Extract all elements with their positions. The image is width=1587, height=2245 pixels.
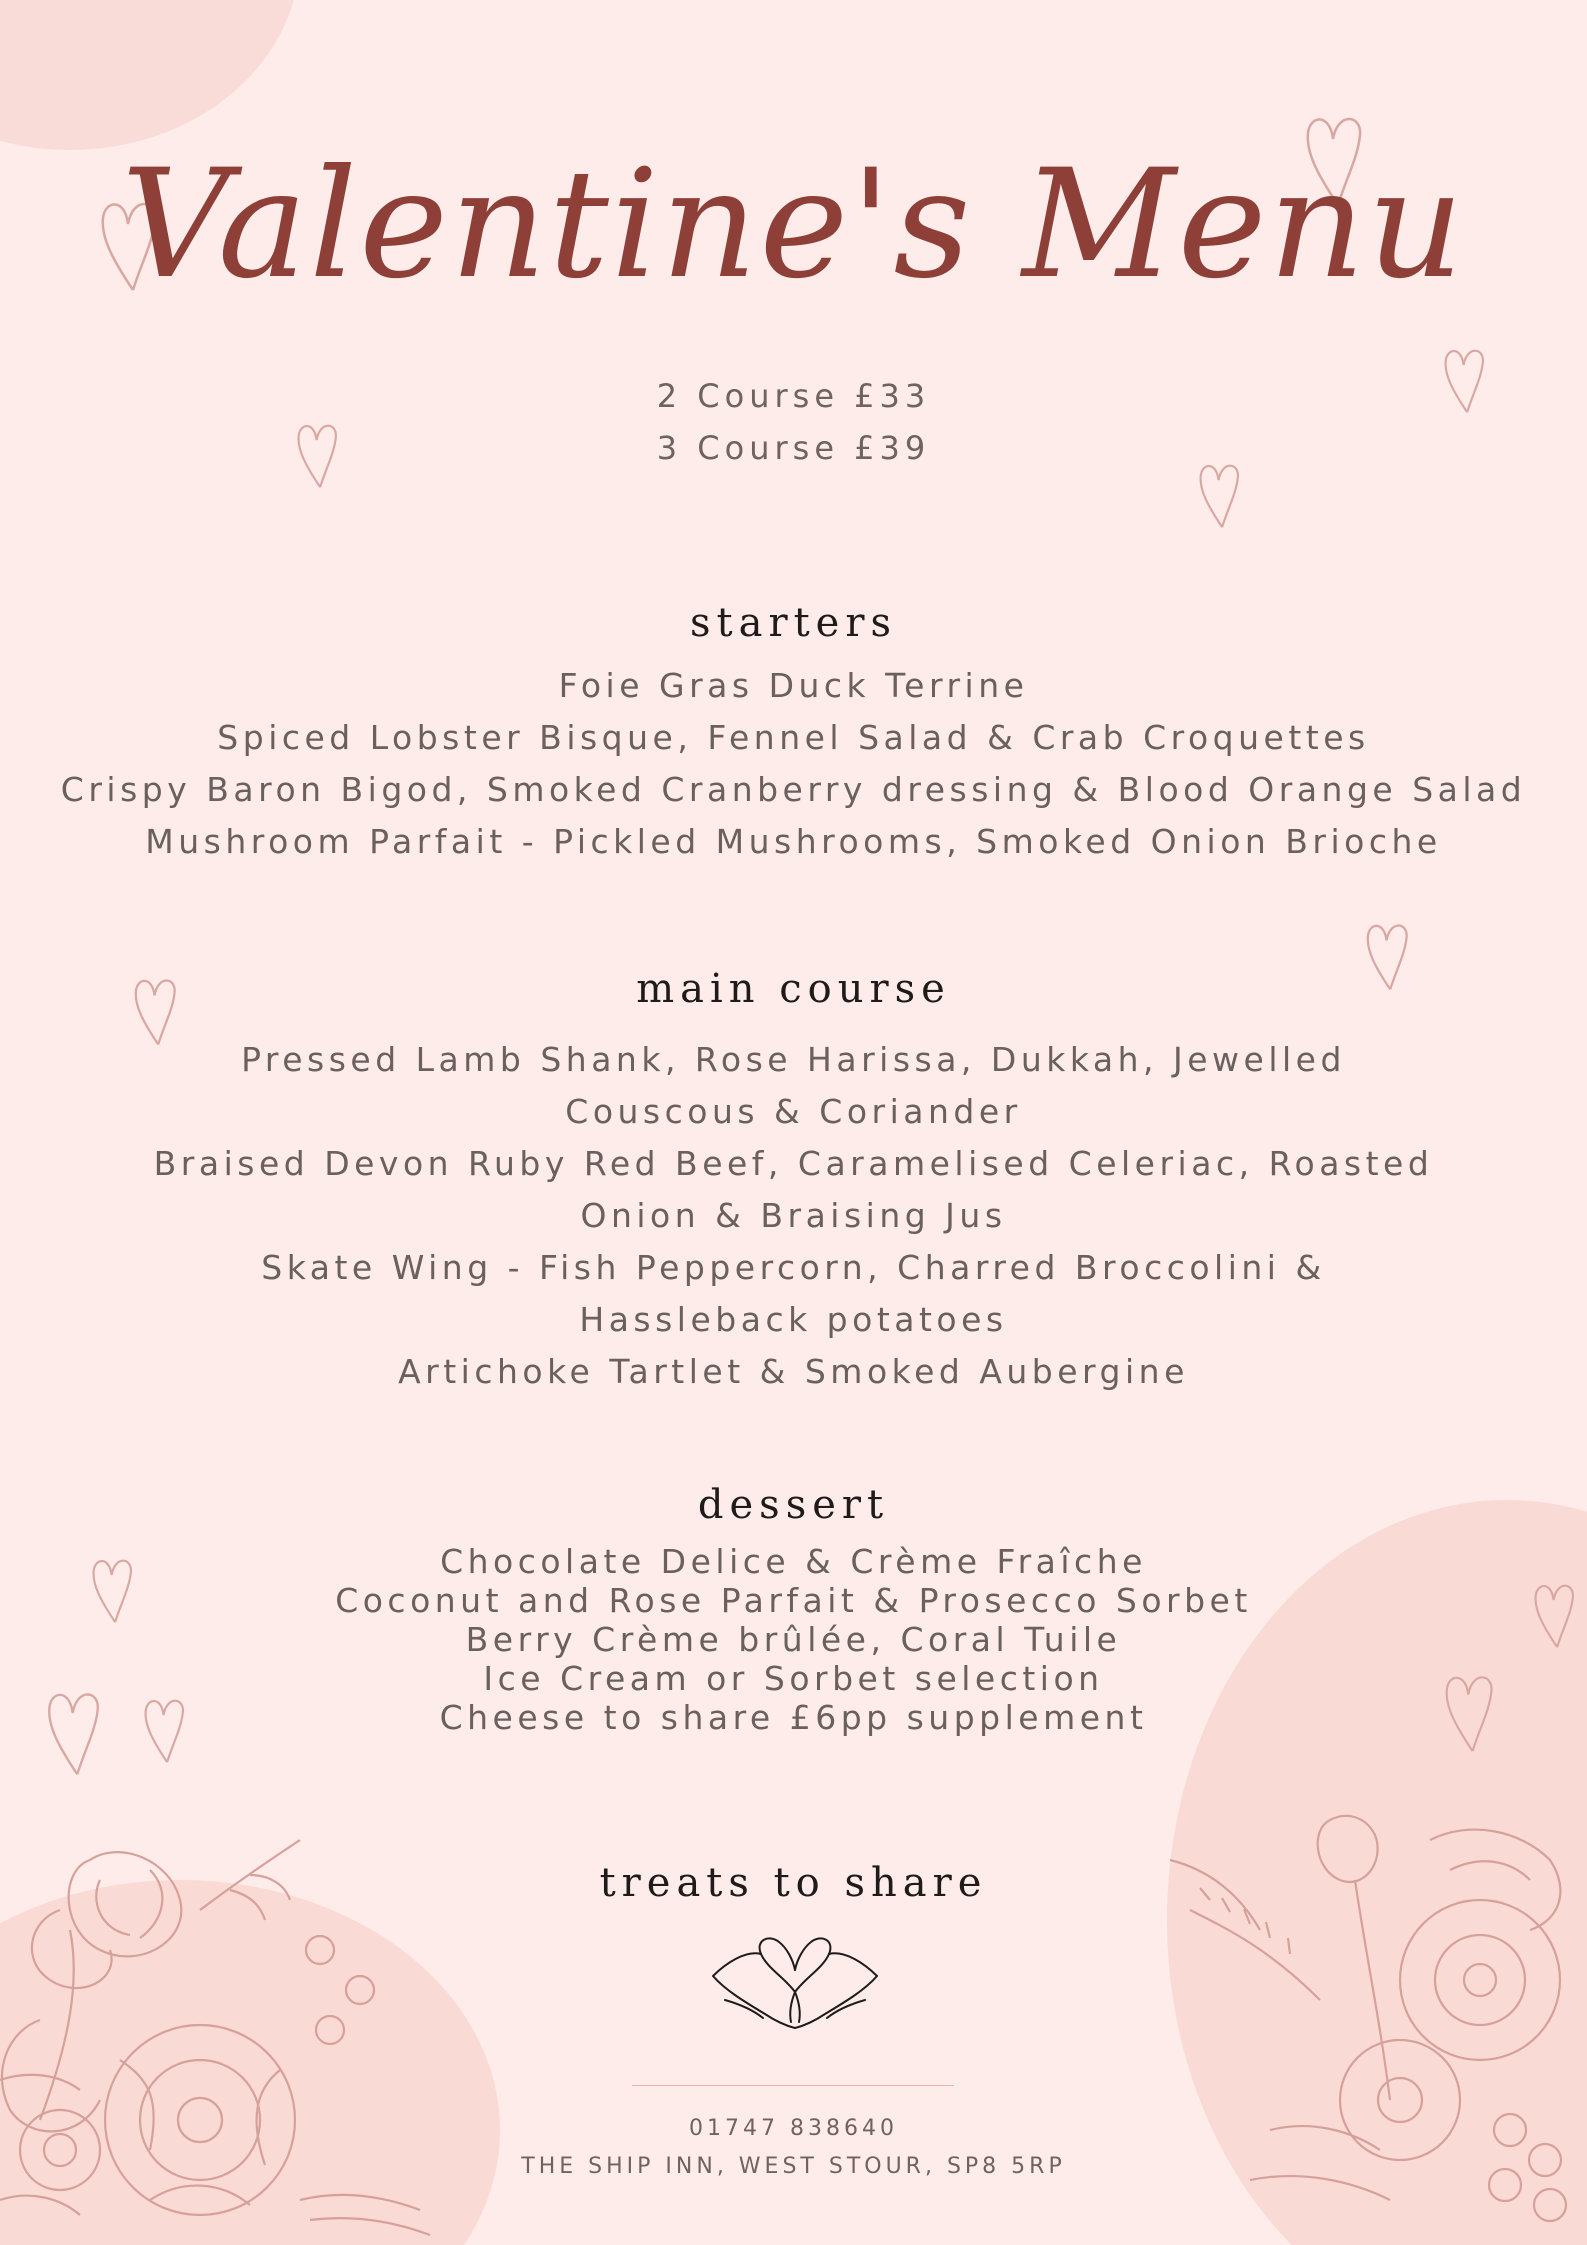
menu-item: Ice Cream or Sorbet selection (483, 1659, 1104, 1698)
menu-item: Foie Gras Duck Terrine (558, 666, 1029, 705)
divider (632, 2085, 954, 2086)
menu-item: Braised Devon Ruby Red Beef, Caramelised Celeriac, Roasted Onion & Braising Jus (153, 1144, 1434, 1235)
menu-item: Spiced Lobster Bisque, Fennel Salad & Crab Croquettes (217, 718, 1370, 757)
menu-title: Valentine's Menu (121, 138, 1466, 312)
menu-item: Crispy Baron Bigod, Smoked Cranberry dressing & Blood Orange Salad (60, 770, 1527, 809)
price-three-course: 3 Course £39 (656, 429, 931, 467)
treats-section (0, 1860, 1587, 1906)
menu-item: Pressed Lamb Shank, Rose Harissa, Dukkah, Jewelled Couscous & Coriander (241, 1040, 1346, 1131)
heart-hands-icon (705, 1930, 885, 2040)
menu-item: Skate Wing - Fish Peppercorn, Charred Broccolini & Hassleback potatoes (261, 1248, 1326, 1339)
footer (0, 2110, 1587, 2186)
menu-item: Coconut and Rose Parfait & Prosecco Sorbet (335, 1581, 1252, 1620)
menu-item: Artichoke Tartlet & Smoked Aubergine (398, 1352, 1189, 1391)
section-heading: main course (636, 966, 951, 1012)
menu-item: Mushroom Parfait - Pickled Mushrooms, Smoked Onion Brioche (145, 822, 1442, 861)
menu-item: Berry Crème brûlée, Coral Tuile (465, 1620, 1122, 1659)
section-heading: dessert (697, 1482, 890, 1528)
phone-number: 01747 838640 (689, 2116, 898, 2141)
section-heading: treats to share (599, 1860, 988, 1906)
background-blob (0, 0, 300, 150)
menu-item: Chocolate Delice & Crème Fraîche (440, 1542, 1147, 1581)
dessert-section (0, 1482, 1587, 1737)
price-list (0, 370, 1587, 474)
main-course-section (0, 966, 1587, 1398)
section-heading: starters (690, 600, 897, 646)
menu-item: Cheese to share £6pp supplement (439, 1698, 1148, 1737)
address: THE SHIP INN, WEST STOUR, SP8 5RP (521, 2154, 1066, 2179)
starters-section (0, 600, 1587, 868)
price-two-course: 2 Course £33 (656, 377, 931, 415)
